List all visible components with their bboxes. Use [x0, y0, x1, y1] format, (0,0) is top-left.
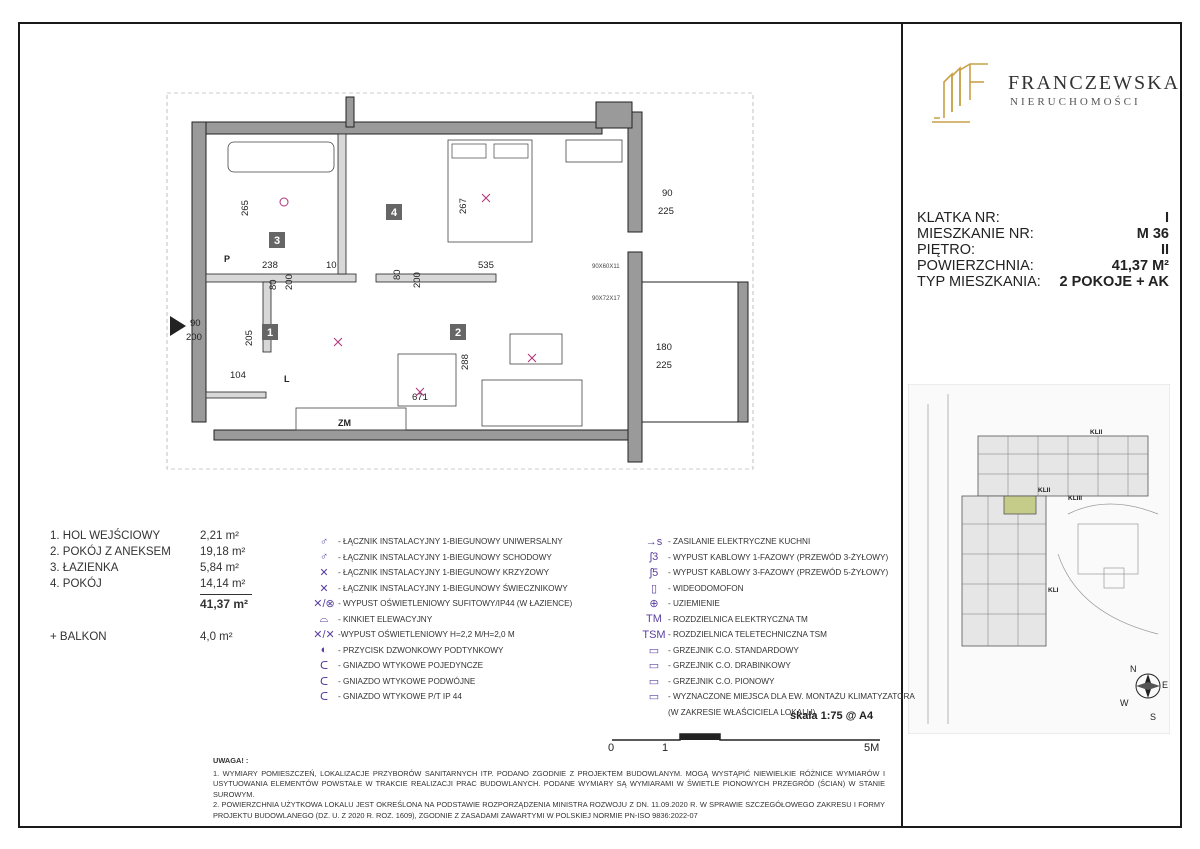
apartment-info: [917, 210, 1169, 290]
room-row: [50, 544, 260, 560]
plan-small-label: 90X60X11: [592, 264, 620, 270]
room-row: [50, 560, 260, 576]
dim-label: 225: [658, 206, 674, 217]
legend-item: [310, 550, 572, 566]
cable-outlet-icon: ʃ3: [649, 551, 659, 564]
room-area: 5,84 m²: [200, 562, 239, 574]
switch-icon: ✕: [319, 567, 329, 580]
switchboard-icon: TSM: [642, 628, 666, 641]
compass-n: N: [1130, 664, 1137, 674]
apartment-highlight: [1004, 496, 1036, 514]
legend-text: - ŁĄCZNIK INSTALACYJNY 1-BIEGUNOWY UNIWERSALNY: [338, 537, 563, 547]
switch-icon: ✕: [319, 582, 329, 595]
switchboard-icon: TM: [646, 613, 662, 626]
floor-plan: [166, 92, 756, 474]
legend-item: [640, 581, 915, 597]
ac-area-icon: ▭: [648, 691, 660, 704]
stairwell-label: KLII: [1090, 429, 1103, 436]
plan-label-l: L: [284, 374, 290, 384]
legend-item: [640, 705, 915, 721]
dim-label: 200: [186, 332, 202, 343]
info-label: MIESZKANIE NR:: [917, 226, 1034, 242]
legend-text: - WYPUST KABLOWY 3-FAZOWY (PRZEWÓD 5-ŻYŁOWY): [668, 568, 889, 578]
socket-icon: ᑕ: [319, 660, 329, 673]
light-outlet-icon: ✕/⊗: [313, 598, 335, 611]
rooms-total: 41,37 m²: [200, 594, 252, 611]
legend-item: [310, 565, 572, 581]
rooms-list: [50, 528, 260, 645]
scale-label: skala 1:75 @ A4: [790, 710, 874, 722]
legend-text: - WYPUST KABLOWY 1-FAZOWY (PRZEWÓD 3-ŻYŁOWY): [668, 552, 889, 562]
stairwell-label: KLIII: [1068, 495, 1083, 502]
light-outlet-icon: ✕/✕: [313, 629, 335, 642]
radiator-icon: ▭: [648, 660, 660, 673]
balcony-area: 4,0 m²: [200, 631, 233, 643]
legend-item: [640, 674, 915, 690]
dim-label: 535: [478, 260, 494, 271]
info-row-floor: [917, 242, 1169, 258]
legend-item: [640, 550, 915, 566]
info-row-type: [917, 274, 1169, 290]
room-row: [50, 576, 260, 592]
socket-icon: ᑕ: [319, 675, 329, 688]
legend-item: [310, 643, 572, 659]
legend-item: [310, 612, 572, 628]
radiator-icon: ▭: [648, 644, 660, 657]
notes: [213, 756, 885, 821]
radiator-icon: ▭: [648, 675, 660, 688]
doorbell-icon: ◐: [320, 644, 328, 657]
legend-text: - GNIAZDO WTYKOWE PODWÓJNE: [338, 676, 476, 686]
dim-label: 80: [268, 279, 279, 290]
wall-lamp-icon: ⌓: [319, 612, 329, 625]
socket-icon: ᑕ: [319, 691, 329, 704]
compass-w: W: [1120, 698, 1129, 708]
info-row-area: [917, 258, 1169, 274]
cable-outlet-icon: ʃ5: [649, 566, 659, 579]
dim-label: 10: [326, 260, 337, 271]
logo-mark-icon: [930, 60, 1000, 130]
legend-item: [310, 658, 572, 674]
legend-item: [640, 689, 915, 705]
dim-label: 205: [244, 330, 255, 346]
scale-tick: 1: [662, 742, 669, 754]
legend-item: [640, 596, 915, 612]
legend-item: [310, 596, 572, 612]
brand-logo: [930, 60, 1180, 130]
intercom-icon: ▯: [650, 582, 658, 595]
legend-electrical: [310, 534, 572, 705]
dim-label: 200: [412, 272, 423, 288]
legend-text: - GNIAZDO WTYKOWE P/T IP 44: [338, 692, 462, 702]
scale-tick: 5M: [864, 742, 880, 754]
info-value: 2 POKOJE + AK: [1059, 274, 1169, 290]
legend-text: (W ZAKRESIE WŁAŚCICIELA LOKALU): [668, 707, 816, 717]
legend-text: - ZASILANIE ELEKTRYCZNE KUCHNI: [668, 537, 811, 547]
plan-small-label: 90X72X17: [592, 296, 621, 302]
compass-e: E: [1162, 680, 1169, 690]
dim-label: 267: [458, 198, 469, 214]
info-value: 41,37 M²: [1111, 258, 1169, 274]
plan-label-p: P: [224, 254, 231, 264]
info-value: I: [1164, 210, 1169, 226]
compass-s: S: [1150, 712, 1157, 722]
switch-icon: ♂: [319, 535, 329, 548]
room-area: 14,14 m²: [200, 578, 246, 590]
room-name: 1. HOL WEJŚCIOWY: [50, 530, 161, 542]
legend-text: - GNIAZDO WTYKOWE POJEDYNCZE: [338, 661, 484, 671]
legend-text: - ŁĄCZNIK INSTALACYJNY 1-BIEGUNOWY KRZYŻOWY: [338, 568, 550, 578]
legend-item: [640, 658, 915, 674]
switch-icon: ♂: [319, 551, 329, 564]
site-map: [908, 384, 1170, 734]
legend-item: [310, 581, 572, 597]
legend-text: - KINKIET ELEWACYJNY: [338, 614, 433, 624]
stairwell-label: KLII: [1038, 487, 1051, 494]
dim-label: 90: [190, 318, 201, 329]
dim-label: 265: [240, 200, 251, 216]
legend-item: [310, 689, 572, 705]
legend-text: - WYPUST OŚWIETLENIOWY SUFITOWY/IP44 (W ŁAZIENCE): [338, 599, 573, 609]
notes-title: UWAGA! :: [213, 756, 249, 765]
room-number-2: 2: [454, 327, 462, 339]
legend-item: [640, 534, 915, 550]
room-name: 2. POKÓJ Z ANEKSEM: [50, 546, 171, 558]
legend-text: - GRZEJNIK C.O. STANDARDOWY: [668, 645, 799, 655]
note-line: 1. WYMIARY POMIESZCZEŃ, LOKALIZACJE PRZYBORÓW SANITARNYCH ITP. PODANO ZGODNIE Z PROJEKTEM BUDOWLANYM. MOGĄ WYSTĄPIĆ NIEWIELKIE RÓŻNICE WYMIARÓW I USYTUOWANIA ELEMENTÓW POWSTAŁE W TRAKCIE REALIZACJI PRAC BUDOWLANYCH. PODANE WYMIARY SĄ WYMIARAMI W ŚWIETLE PIONOWYCH PRZEGRÓD (ŚCIAN) W STANIE SUROWYM.: [213, 768, 885, 799]
room-number-3: 3: [273, 235, 281, 247]
entry-arrow-icon: [170, 316, 186, 336]
info-label: KLATKA NR:: [917, 210, 1000, 226]
dim-label: 225: [656, 360, 672, 371]
room-name: 4. POKÓJ: [50, 578, 102, 590]
legend-item: [640, 643, 915, 659]
balcony-name: + BALKON: [50, 631, 107, 643]
scale-tick: 0: [608, 742, 615, 754]
legend-text: -WYPUST OŚWIETLENIOWY H=2,2 M/H=2,0 M: [338, 630, 515, 640]
brand-name: FRANCZEWSKA: [1008, 72, 1181, 94]
plan-label-zm: ZM: [338, 418, 351, 428]
dim-label: 288: [460, 354, 471, 370]
legend-installations: [640, 534, 915, 720]
compass-icon: [1136, 674, 1160, 698]
room-row: [50, 528, 260, 544]
legend-text: - GRZEJNIK C.O. DRABINKOWY: [668, 661, 791, 671]
room-number-4: 4: [390, 207, 398, 219]
legend-text: - ŁĄCZNIK INSTALACYJNY 1-BIEGUNOWY SCHODOWY: [338, 552, 552, 562]
legend-text: - ROZDZIELNICA TELETECHNICZNA TSM: [668, 630, 827, 640]
balcony-row: [50, 629, 260, 645]
info-value: II: [1160, 242, 1169, 258]
info-label: TYP MIESZKANIA:: [917, 274, 1041, 290]
stairwell-label: KLI: [1048, 587, 1059, 594]
legend-text: - PRZYCISK DZWONKOWY PODTYNKOWY: [338, 645, 504, 655]
dim-label: 104: [230, 370, 246, 381]
legend-text: - ŁĄCZNIK INSTALACYJNY 1-BIEGUNOWY ŚWIECZNIKOWY: [338, 583, 568, 593]
legend-text: - UZIEMIENIE: [668, 599, 720, 609]
dim-label: 80: [392, 269, 403, 280]
room-name: 3. ŁAZIENKA: [50, 562, 119, 574]
ground-icon: ⊕: [649, 598, 659, 611]
kitchen-power-icon: →s: [645, 535, 663, 548]
dim-label: 671: [412, 392, 428, 403]
scale-bar: [600, 726, 880, 742]
dim-label: 180: [656, 342, 672, 353]
info-row-apartment: [917, 226, 1169, 242]
legend-item: [310, 534, 572, 550]
dim-label: 200: [284, 274, 295, 290]
info-row-stairwell: [917, 210, 1169, 226]
legend-item: [310, 627, 572, 643]
room-area: 19,18 m²: [200, 546, 246, 558]
room-area: 2,21 m²: [200, 530, 239, 542]
legend-text: - GRZEJNIK C.O. PIONOWY: [668, 676, 775, 686]
legend-item: [310, 674, 572, 690]
legend-text: - WIDEODOMOFON: [668, 583, 744, 593]
info-value: M 36: [1136, 226, 1169, 242]
room-number-1: 1: [266, 327, 274, 339]
brand-subtitle: NIERUCHOMOŚCI: [1010, 96, 1141, 108]
info-label: POWIERZCHNIA:: [917, 258, 1034, 274]
dim-label: 238: [262, 260, 278, 271]
dim-label: 90: [662, 188, 673, 199]
legend-item: [640, 565, 915, 581]
legend-item: [640, 627, 915, 643]
legend-text: - ROZDZIELNICA ELEKTRYCZNA TM: [668, 614, 808, 624]
note-line: 2. POWIERZCHNIA UŻYTKOWA LOKALU JEST OKREŚLONA NA PODSTAWIE ROZPORZĄDZENIA MINISTRA ROZWOJU Z DN. 11.09.2020 R. W SPRAWIE SZCZEGÓŁOWEGO ZAKRESU I FORMY PROJEKTU BUDOWLANEGO (DZ. U. Z 2020 R. ROZ. 1609), ZGODNIE Z ZASADAMI ZAWARTYMI W POLSKIEJ NORMIE PN-ISO 9836:2022-07: [213, 800, 885, 820]
legend-text: - WYZNACZONE MIEJSCA DLA EW. MONTAŻU KLIMATYZATORA: [668, 692, 915, 702]
legend-item: [640, 612, 915, 628]
info-label: PIĘTRO:: [917, 242, 976, 258]
